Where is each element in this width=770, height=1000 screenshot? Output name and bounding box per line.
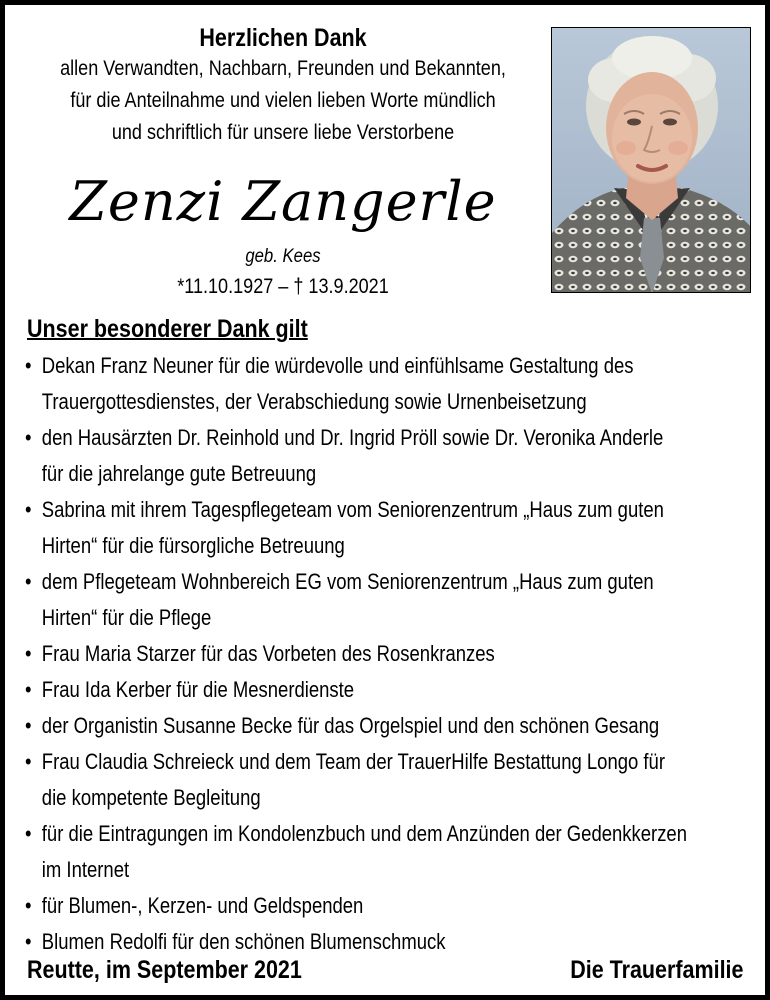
portrait-image <box>552 28 751 293</box>
list-item <box>25 744 747 816</box>
bullet-icon: • <box>25 713 32 738</box>
list-item <box>25 888 747 924</box>
list-item <box>25 708 747 744</box>
list-item-text: den Hausärzten Dr. Reinhold und Dr. Ingrid Pröll sowie Dr. Veronika Anderle für die jahrelange gute Betreuung <box>41 425 664 486</box>
list-item <box>25 672 747 708</box>
list-item-text: Sabrina mit ihrem Tagespflegeteam vom Seniorenzentrum „Haus zum guten Hirten“ für die fürsorgliche Betreuung <box>41 497 664 558</box>
bullet-icon: • <box>25 929 32 954</box>
list-item <box>25 636 747 672</box>
deceased-name: Zenzi Zangerle <box>69 170 497 233</box>
bullet-icon: • <box>25 677 32 702</box>
list-item <box>25 348 747 420</box>
list-item <box>25 816 747 888</box>
list-item <box>25 492 747 564</box>
list-item-text: für Blumen-, Kerzen- und Geldspenden <box>41 893 364 918</box>
list-item-text: für die Eintragungen im Kondolenzbuch und dem Anzünden der Gedenkkerzen im Internet <box>41 821 687 882</box>
list-item-text: der Organistin Susanne Becke für das Orgelspiel und den schönen Gesang <box>41 713 660 738</box>
bullet-icon: • <box>25 425 32 450</box>
list-item-text: Frau Claudia Schreieck und dem Team der TrauerHilfe Bestattung Longo für die kompetente Begleitung <box>41 749 665 810</box>
thanks-list <box>25 348 747 960</box>
list-item <box>25 420 747 492</box>
intro-line: und schriftlich für unsere liebe Verstorbene <box>111 121 455 144</box>
signature: Die Trauerfamilie <box>569 956 743 984</box>
portrait-photo <box>551 27 751 293</box>
bullet-icon: • <box>25 353 32 378</box>
bullet-icon: • <box>25 749 32 774</box>
bullet-icon: • <box>25 821 32 846</box>
life-dates: *11.10.1927 – † 13.9.2021 <box>177 275 389 298</box>
birth-name: geb. Kees <box>245 246 321 267</box>
place-date: Reutte, im September 2021 <box>27 956 302 984</box>
bullet-icon: • <box>25 569 32 594</box>
intro-line: allen Verwandten, Nachbarn, Freunden und Bekannten, <box>60 57 506 80</box>
intro-line: für die Anteilnahme und vielen lieben Worte mündlich <box>70 89 496 112</box>
intro-block <box>13 23 553 149</box>
list-item-text: Frau Ida Kerber für die Mesnerdienste <box>41 677 355 702</box>
list-item-text: dem Pflegeteam Wohnbereich EG vom Seniorenzentrum „Haus zum guten Hirten“ für die Pflege <box>41 569 654 630</box>
list-item-text: Dekan Franz Neuner für die würdevolle und einfühlsame Gestaltung des Trauergottesdienstes, der Verabschiedung sowie Urnenbeisetzung <box>41 353 634 414</box>
list-item <box>25 564 747 636</box>
list-item-text: Frau Maria Starzer für das Vorbeten des Rosenkranzes <box>41 641 495 666</box>
list-item-text: Blumen Redolfi für den schönen Blumenschmuck <box>41 929 446 954</box>
heading: Herzlichen Dank <box>199 24 367 52</box>
bullet-icon: • <box>25 641 32 666</box>
bullet-icon: • <box>25 497 32 522</box>
bullet-icon: • <box>25 893 32 918</box>
section-title: Unser besonderer Dank gilt <box>27 315 308 343</box>
